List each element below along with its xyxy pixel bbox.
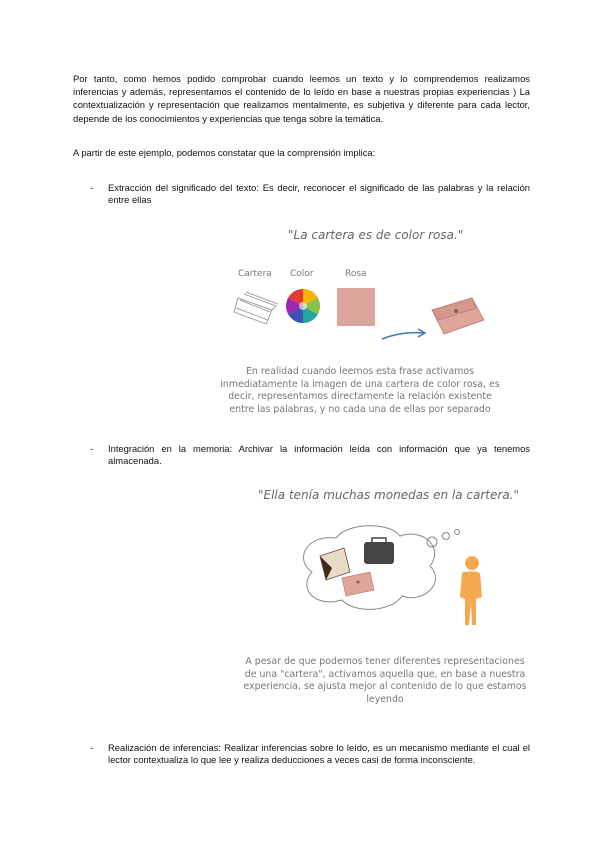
intro-lead: A partir de este ejemplo, podemos constatar que la comprensión implica: [73,147,376,158]
label-cartera: Cartera [238,269,272,279]
wallet-sketch-icon [232,288,282,328]
list-item-integration: Integración en la memoria: Archivar la información leída con información que ya tenemos almacenada. [108,443,530,467]
pink-wallet-icon [428,294,488,338]
list-item-inferences: Realización de inferencias: Realizar inferencias sobre lo leído, es un mecanismo mediante el cual el lector contextualiza lo que lee y realiza deducciones a veces casi de forma inconsciente. [108,742,530,766]
pink-swatch [337,288,375,326]
figure2-quote: "Ella tenía muchas monedas en la cartera." [258,488,520,502]
label-rosa: Rosa [345,269,367,279]
bullet-marker: - [90,742,94,753]
figure1-caption: En realidad cuando leemos esta frase activamos inmediatamente la imagen de una cartera de color rosa, es decir, representamos directamente la relación existente entre las palabras, y no cada una de ellas por separado [220,366,500,415]
intro-paragraph: Por tanto, como hemos podido comprobar cuando leemos un texto y lo comprendemos realizamos inferencias y además, representamos el contenido de lo leído en base a nuestras propias experiencias ) La contextualización y representación que realizamos mentalmente, es subjetiva y diferente para cada lector, depende de los conocimientos y experiencias que tenga sobre la temática. [73,73,530,124]
girl-silhouette-icon [458,555,484,627]
figure2-caption: A pesar de que podemos tener diferentes representaciones de una "cartera", activamos aquella que, en base a nuestra experiencia, se ajusta mejor al contenido de lo que estamos leyendo [243,656,527,705]
figure1-quote: "La cartera es de color rosa." [288,228,464,242]
bullet-marker: - [90,443,94,454]
arrow-right-icon [380,325,430,345]
bullet-marker: - [90,182,94,193]
color-wheel-icon [285,288,321,324]
list-item-extraction: Extracción del significado del texto: Es decir, reconocer el significado de las palabras y la relación entre ellas [108,182,530,206]
label-color: Color [290,269,314,279]
